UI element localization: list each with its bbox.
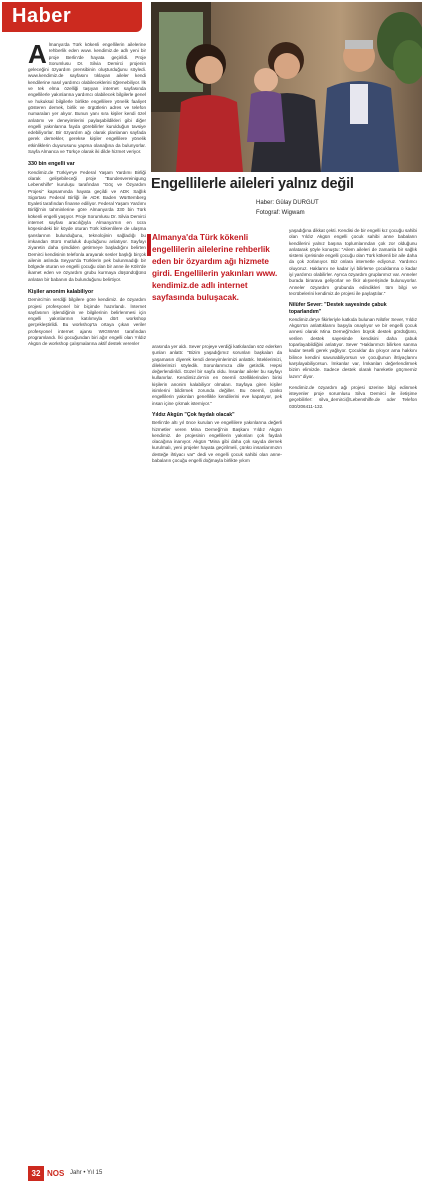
paragraph: arasında yer aldı. Sever projeye verdiği katkılardan söz ederken şunları anlattı: "Bizim yaşadığımız sorunları başkaları da yaşamasın diyerek kendi deneyimlerimizi anlattık. İsteklerimizi, dileklerimizi söyledik. Sorunlarımıza dile getirdik. Hepsi değerlendirildi. Güzel bir sayfa oldu. İnsanlar aileler bu sayfayı kullanırlar. Kendimiz.de'nin en önemli özelliklerinden birisi kişilerin anonim kalabiliyor olmaları. Sayfaya giren kişiler isimlerini bildirmek zorunda değiller. Bu önemli, çünkü engellilerin yakınları genellikle kendilerini eve kapatıyor, pek insan içine çıkmak istemiyor." <box>152 344 282 406</box>
article-left-column <box>28 39 146 353</box>
article-headline: Engellilerle aileleri yalnız değil <box>151 176 354 192</box>
page-number: 32 <box>28 1166 44 1181</box>
paragraph: Kendimiz.de'ye fikirleriyle katkıda bulunan Nilüfer Sever, Yıldız Akgün'ün anlattıklarını başıyla onaylıyor ve bir engelli çocuk annesi olarak Mina Derneği'nden büyük destek gördüğünü, verilen destek sayesinde kendisini daha çabuk toparlayabildiğini anlatıyor. Sever "Haklarımızı bilirken sanma kadar teselli gerek yağlıyor. Çocuklar da çıkıyor ama hakkını bilince kendini savunabiliyorsun ve çocuğunun ihtiyaçlarını karşılayabiliyorsun. İmkanlar var, İmkanları değerlendirmek bizim elimizde. Sadece destek olarak hareketle göçmemiz lazım" diyor. <box>289 316 417 379</box>
author-credit: Haber: Gülay DURGUT <box>256 200 319 206</box>
subheading-anonim: Kişiler anonim kalabiliyor <box>28 288 94 295</box>
dropcap: A <box>28 39 47 69</box>
article-right-column <box>289 228 417 415</box>
section-title: Haber <box>12 5 72 27</box>
paragraph: yaşadığına dikkat çekti. Kendisi de bir engelli kız çocuğu sahibi olan Yıldız Akgün engelli çocuk sahibi anne babaların kendilerini yalnız başına toplumlarından çok zor olduğunu anlatarak şöyle konuştu: "Ailem aileleri de zamanla bir sağlık sistemi içerisinde engelli çocuğu olan Türk kökenli bir aile daha da çok zorlanıyor. Biz onlara internetle ediyoruz. Yardımcı oluyoruz. Haklarını ne kadar iyi bilirlerse çocuklarına o kadar iyi yardımcı olabilirler. Ayrıca özyardım gruplarımız var. Anneler burada birarava geliyorlar ve fikir alışverişinde bulunuyorlar. Anneler özyardım grubunda edindikleri tüm bilgi ve tecrübelerini kendimiz.de projesi ile paylaştılar." <box>289 228 417 296</box>
subheading-yildiz-akgun: Yıldız Akgün "Çok faydalı olacak" <box>152 411 235 418</box>
family-photo-icon <box>151 2 422 172</box>
paragraph: Kendimiz.de Türkiye'ye Federal Yaşam Yardımı Birliği olarak gelişebileceği proje "Bundesvereinigung Lebenshilfe" kuruluşu tarafından "Göç ve Özyardım Projesi" kapsamında hayata geçildi ve ADK Sağlık Sigortası Federal Birliği ile ADK Baden Württemberg Eyaleti tarafından finanse ediliyor. Federal Yaşam Yardımı Birliği'nin tahminlerine göre Almanya'da 330 bin Türk kökenli engelli yaşıyor. Proje Sorumlusu Dr. Silvia Demirci internet sayfası aracılığıyla Almanya'nın en ücra köşesindeki bir köyde oturan Türk kökenlilere de ulaşma şanslarının bulunduğunu, teknolojinin sağladığı bu imkandan ötürü mutluluk duyduğunu anlatıyor. Sayfayı ziyaretin daha şimdiden getirmeye başladığını belirten Demirci kendisinin telefonla arayarak sesler başlığı birçok ailenin aslında Seyyar'da Türklerin pek bulunmadığı bir bölgede oturan ve engelli çocuğu olan bir anne ile Köln'de ikamet eden ve özyardım grubu kurmaya düşündüğünü anlatan bir babanın da bulunduğunu belirtiyor. <box>28 169 146 282</box>
subheading-nilufer-sever: Nilüfer Sever: "Destek sayesinde çabuk toparlandım" <box>289 302 387 315</box>
issue-label: Jahr • Yıl 15 <box>70 1170 103 1176</box>
subheading-330-bin: 330 bin engelli var <box>28 161 75 168</box>
paragraph: Demirci'nin verdiği bilgilere göre kendimiz. de özyardım projesi profesyonel bir biçimde hazırlandı. İnternet sayfasının işlendiğinin ve bilgilerinin belirlenmesi için engelli yakınlarının katılımıyla dört workshop gerçekleştirildi. Bu workshop'ta ortaya çıkan veriler profesyonel internet ajansı WIGWAM tarafından programlandı. İki gocuğundan biri ağır engelli olan Yıldız Akgün de workshop çalışmalarına aktif destek verenler <box>28 297 146 347</box>
pull-quote: Almanya'da Türk kökenli engellilerin ailelerine rehberlik eden bir özyardım ağı hizmete girdi. Engellilerin yakınları www. kendimiz.de adlı internet sayfasında buluşacak. <box>152 233 278 302</box>
quote-marker <box>147 234 151 256</box>
article-credits <box>256 198 416 218</box>
section-banner <box>2 2 142 32</box>
article-middle-column <box>152 344 282 469</box>
paragraph: Berlin'de altı yıl önce kurulan ve engellilere yakınlarına değerli hizmetler veren Mina Derneği'nin Başkanı Yıldız Akgün kendimiz. de projesinin engellilerin yakınları çok faydalı olacağına inanıyor. Akgün "Mina gibi daha çok sayıda dernek kurulmalı, yeni projeler hayata geçirilmeli, çünkü insanlarımızın desteğe ihtiyacı var" dedi ve engelli çocuk sahibi olan anne-babaların çocuğu engelli doğmayla birlikte yıkım <box>152 420 282 464</box>
page-footer <box>0 583 424 1178</box>
contact-paragraph: Kendimiz.de özyardım ağı projesi üzerine bilgi edinmek isteyenler proje sorumlusu Silva Demirci ile iletişime geçebilirler: silva_demirci@Lebenshilfe.de oder Telefon 030/206411-132. <box>289 384 417 409</box>
magazine-logo: NOS <box>47 1169 65 1178</box>
intro-paragraph: Almanya'da Türk kökenli engellilerin ailelerine rehberlik eden www. kendimiz.de adlı yeni bir proje Berlin'de hayata geçirildi. Proje Sorumlusu Dr. Silvia Demirci projenin geleceğini özyardım prensibinin oluşturduğunu söyledi. www.kendimiz.de sayfasını tıklayan aileler kendi kendilerine nasıl yardımcı olabileceklerini öğrenebiliyor. İlk ve tek elma özelliği taşıyan internet sayfasında engellilerle yakınlarına yardımcı olabilecek bilgilerle genel ve hukuksal bilgilerle birlikte engellilere yönelik faaliyet gösteren dernek, birlik ve örgütlerin adres ve telefon numaraları yer alıyor. Bunun yanı sıra kişiler kendi özel anlatımı ve deneyimlerini paylaşabildikleri gibi diğer engelli yakınlarına fayda görebilirler kurulduğun tavsiye edebiliyorlar. Bir özyardım ağı olarak planlanan sayfada gerek dernekler, gerekse kişiler engellilere yönelik etkinliklerin duyurusunu yapma olanağına da bulunyorlar. Sayfa Almanca ve Türkçe olarak iki dilde hizmet veriyor. <box>28 39 146 155</box>
photo-credit: Fotograf: Wigwam <box>256 210 305 216</box>
family-photo-illustration <box>151 2 422 172</box>
